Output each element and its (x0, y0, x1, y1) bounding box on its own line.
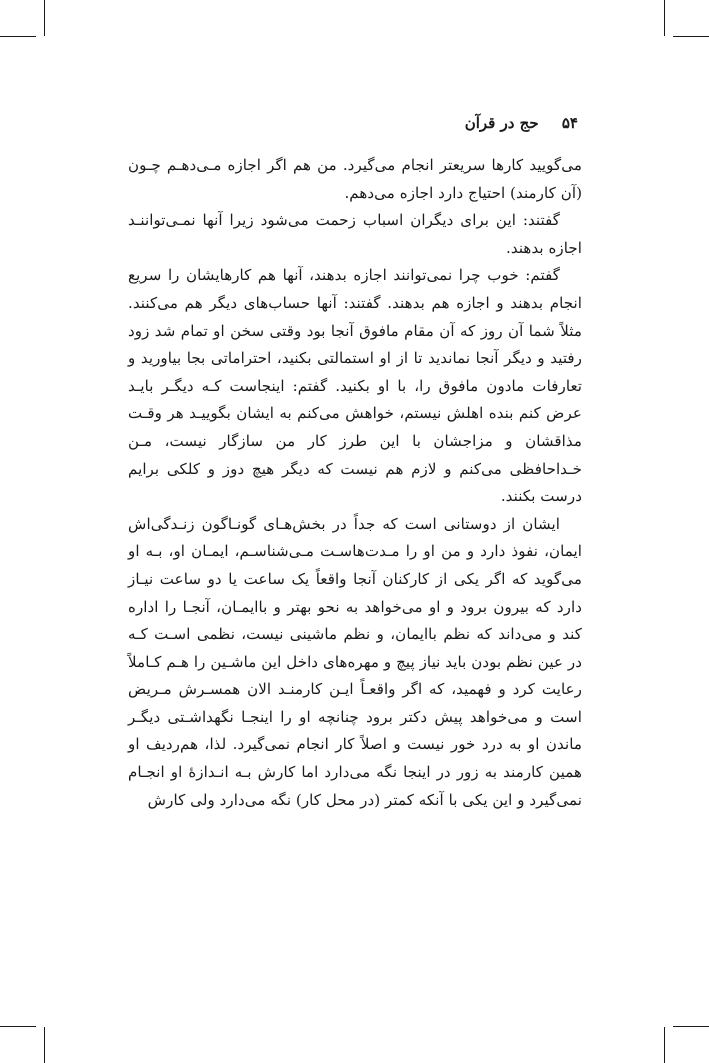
paragraph-4: ایشان از دوستانی است که جداً در بخش‌هـای گونـاگون زنـدگی‌اش ایمان، نفوذ دارد و من او را مـدت‌هاسـت مـی‌شناسـم، ایمـان او، بـه او می‌گوید که اگر یکی از کارکنان آنجا واقعاً یک ساعت یا دو ساعت نیـاز دارد که بیرون برود و او می‌خواهد به نحو بهتر و باایمـان، آنجـا را اداره کند و می‌داند که نظم باایمان، و نظم ماشینی نیست، نظمی اسـت کـه در عین نظم بودن باید نیاز پیچ و مهره‌های داخل این ماشـین را هـم کـاملاً رعایت کرد و فهمید، که اگر واقعـاً ایـن کارمنـد الان همسـرش مـریض است و می‌خواهد پیش دکتر برود چنانچه او را اینجـا نگهداشـتی دیگـر ماندن او به درد خور نیست و اصلاً کار انجام نمی‌گیرد. لذا، هم‌ردیف او همین کارمند به زور در اینجا نگه می‌دارد اما کارش بـه انـدازهٔ او انجـام نمی‌گیرد و این یکی با آنکه کمتر (در محل کار) نگه می‌دارد ولی کارش (128, 514, 582, 809)
page-number: ۵۴ (561, 114, 578, 132)
body-text (128, 152, 582, 814)
running-title: حج در قرآن (464, 114, 539, 132)
crop-mark (0, 36, 36, 37)
paragraph-3: گفتم: خوب چرا نمی‌توانند اجازه بدهند، آنها هم کارهایشان را سریع انجام بدهند و اجازه هم بدهند. گفتند: آنها حساب‌های دیگر هم می‌کنند. مثلاً شما آن روز که آن مقام مافوق آنجا بود وقتی سخن او تمام شد زود رفتید و دیگر آنجا نماندید تا از او استمالتی بکنید، احتراماتی بجا بیاورید و تعارفات مادون مافوق را، با او بکنید. گفتم: اینجاست کـه دیگـر بایـد عرض کنم بنده اهلش نیستم، خواهش می‌کنم به ایشان بگوییـد هر وقـت مذاقشان و مزاجشان با این طرز کار من سازگار نیست، مـن خـداحافظی می‌کنم و لازم هم نیست که دیگر هیچ دوز و کلکی برایم درست بکنند. (128, 266, 582, 506)
crop-mark (673, 1026, 709, 1027)
crop-mark (44, 0, 45, 36)
crop-mark (0, 1026, 36, 1027)
paragraph-2: گفتند: این برای دیگران اسباب زحمت می‌شود زیرا آنها نمـی‌تواننـد اجازه بدهند. (128, 211, 582, 257)
crop-mark (664, 0, 665, 36)
crop-mark (44, 1027, 45, 1063)
crop-mark (664, 1027, 665, 1063)
paragraph-1: می‌گویید کارها سریعتر انجام می‌گیرد. من هم اگر اجازه مـی‌دهـم چـون (آن کارمند) احتیاج دارد اجازه می‌دهم. (128, 156, 582, 202)
running-header (278, 114, 578, 132)
crop-mark (673, 36, 709, 37)
